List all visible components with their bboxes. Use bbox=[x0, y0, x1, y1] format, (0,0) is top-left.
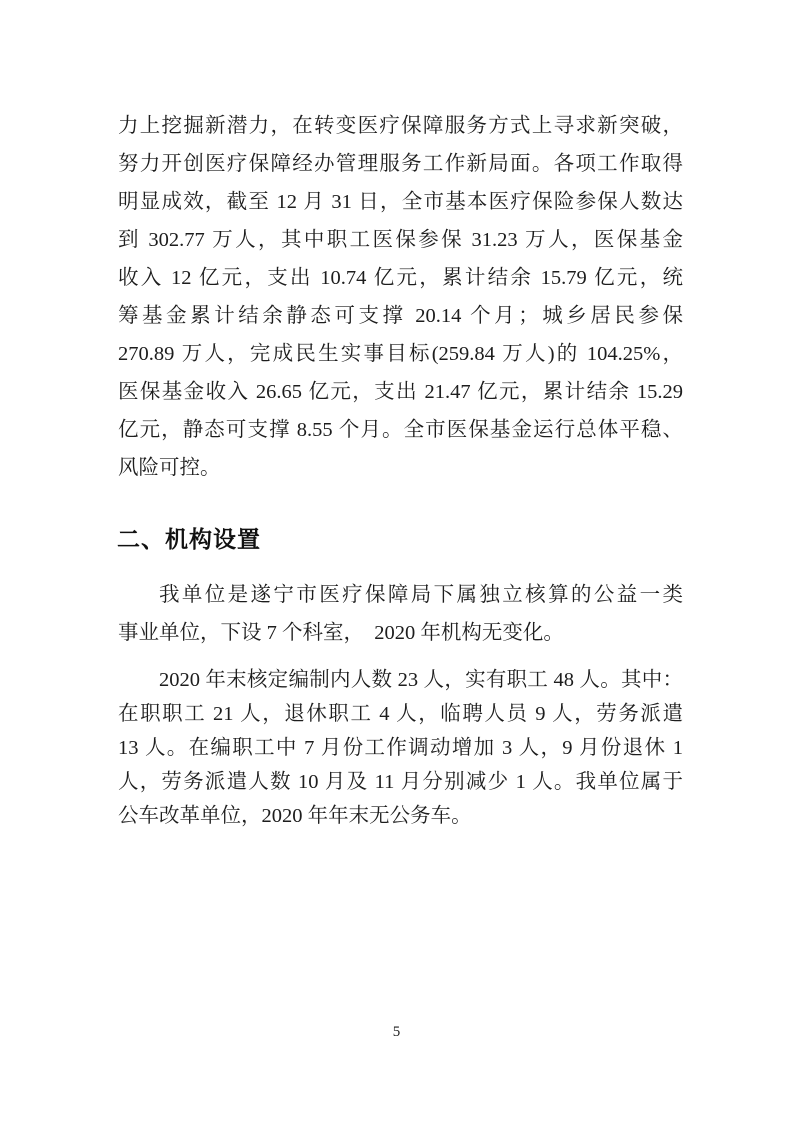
paragraph-overview bbox=[118, 107, 683, 487]
text-line: 筹基金累计结余静态可支撑 20.14 个月；城乡居民参保 bbox=[118, 305, 683, 327]
text-line: 风险可控。 bbox=[118, 457, 221, 479]
text-line: 到 302.77 万人，其中职工医保参保 31.23 万人，医保基金 bbox=[118, 229, 683, 251]
text-line: 我单位是遂宁市医疗保障局下属独立核算的公益一类 bbox=[159, 584, 683, 606]
text-line: 270.89 万人，完成民生实事目标(259.84 万人)的 104.25%， bbox=[118, 343, 683, 365]
text-line: 明显成效，截至 12 月 31 日，全市基本医疗保险参保人数达 bbox=[118, 191, 683, 213]
text-line: 13 人。在编职工中 7 月份工作调动增加 3 人，9 月份退休 1 bbox=[118, 737, 683, 759]
text-line: 努力开创医疗保障经办管理服务工作新局面。各项工作取得 bbox=[118, 153, 683, 175]
paragraph-staffing bbox=[118, 663, 683, 833]
text-line: 收入 12 亿元，支出 10.74 亿元，累计结余 15.79 亿元，统 bbox=[118, 267, 683, 289]
text-line: 2020 年末核定编制内人数 23 人，实有职工 48 人。其中： bbox=[159, 669, 683, 691]
text-line: 医保基金收入 26.65 亿元，支出 21.47 亿元，累计结余 15.29 bbox=[118, 381, 683, 403]
page-number: 5 bbox=[392, 1024, 401, 1040]
section-heading: 二、机构设置 bbox=[117, 526, 261, 552]
text-line: 力上挖掘新潜力，在转变医疗保障服务方式上寻求新突破， bbox=[118, 115, 683, 137]
text-line: 人，劳务派遣人数 10 月及 11 月分别减少 1 人。我单位属于 bbox=[118, 771, 683, 793]
text-line: 在职职工 21 人，退休职工 4 人，临聘人员 9 人，劳务派遣 bbox=[118, 703, 683, 725]
text-line: 亿元，静态可支撑 8.55 个月。全市医保基金运行总体平稳、 bbox=[118, 419, 683, 441]
text-line: 事业单位，下设 7 个科室， 2020 年机构无变化。 bbox=[118, 622, 564, 644]
paragraph-org-intro bbox=[118, 576, 683, 652]
text-line: 公车改革单位，2020 年年末无公务车。 bbox=[118, 805, 472, 827]
